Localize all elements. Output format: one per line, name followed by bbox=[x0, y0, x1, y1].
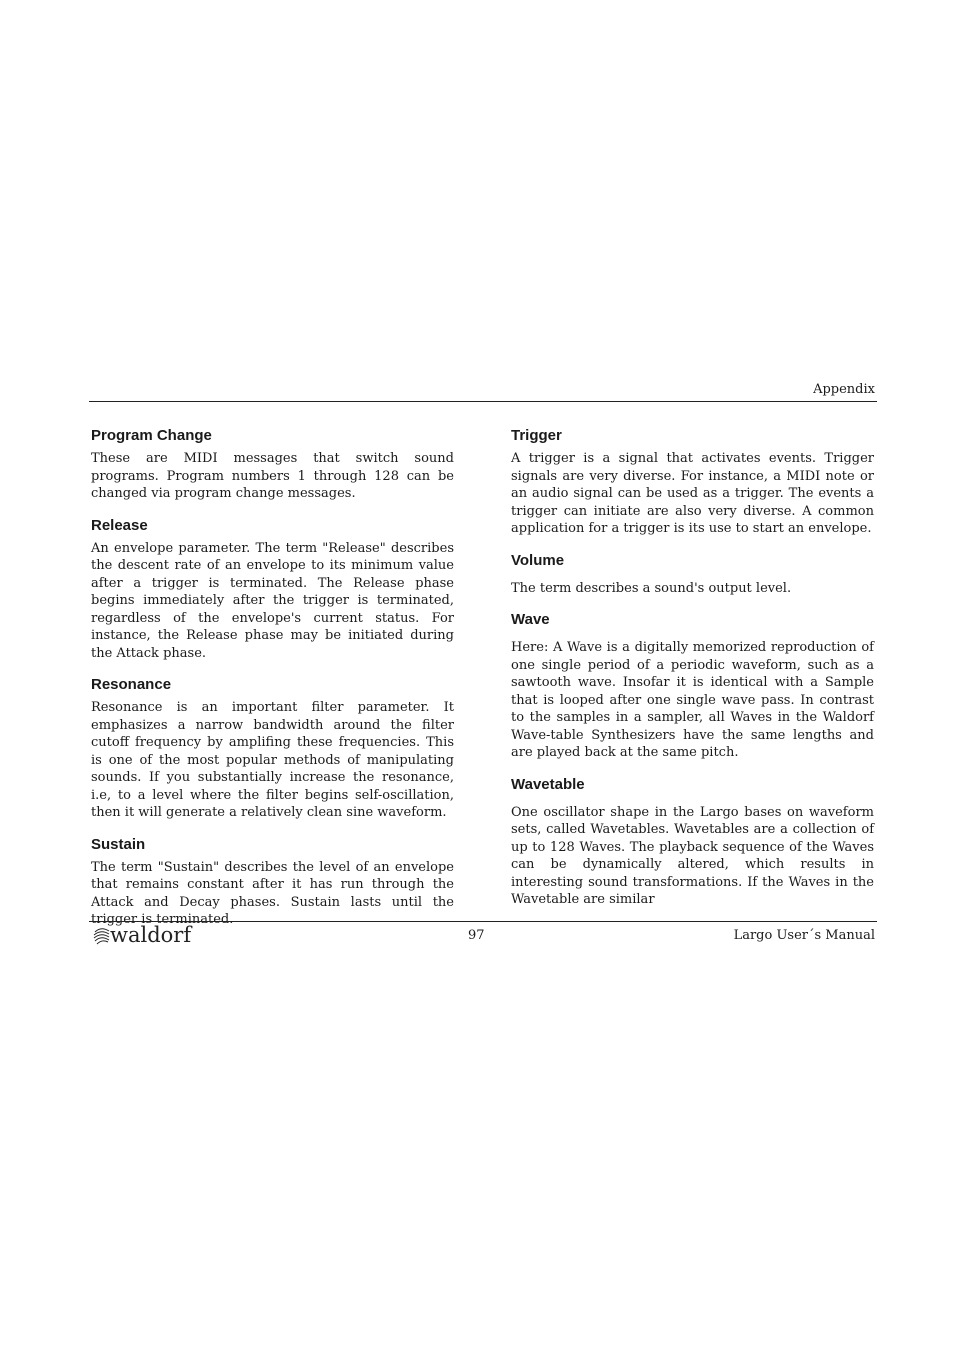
entry-title: Release bbox=[91, 516, 148, 534]
glossary-entry-wave bbox=[511, 611, 874, 762]
entry-body: An envelope parameter. The term "Release" describes the descent rate of an envelope to its minimum value after a trigger is terminated. The Release phase begins immediately after the trigger is terminated, regardless of the envelope's current status. For instance, the Release phase may be initiated during the Attack phase. bbox=[91, 540, 454, 661]
page-number: 97 bbox=[468, 928, 485, 943]
entry-body: A trigger is a signal that activates events. Trigger signals are very diverse. For instance, a MIDI note or an audio signal can be used as a trigger. The events a trigger can initiate are also very diverse. A common application for a trigger is its use to start an envelope. bbox=[511, 451, 874, 536]
glossary-entry-trigger bbox=[511, 427, 874, 538]
entry-body: Here: A Wave is a digitally memorized reproduction of one single period of a periodic waveform, such as a sawtooth wave. Insofar it is identical with a Sample that is looped after one single wave pass. In contrast to the samples in a sampler, all Waves in the Waldorf Wave-table Synthesizers have the same lengths and are played back at the same pitch. bbox=[511, 640, 874, 760]
entry-body: The term describes a sound's output level. bbox=[511, 580, 792, 596]
entry-title: Trigger bbox=[511, 427, 562, 444]
header-rule bbox=[89, 401, 877, 402]
right-column bbox=[511, 427, 874, 923]
entry-title: Wave bbox=[511, 611, 550, 628]
entry-body: Resonance is an important filter parameter. It emphasizes a narrow bandwidth around the filter cutoff frequency by amplifing these frequencies. This is one of the most popular methods of manipulating sounds. If you substantially increase the resonance, i.e, to a level where the filter begins self-oscillation, then it will generate a relatively clean sine waveform. bbox=[91, 700, 454, 820]
logo-wordmark: waldorf bbox=[110, 923, 192, 947]
manual-title: Largo User´s Manual bbox=[733, 928, 875, 943]
entry-title: Program Change bbox=[91, 427, 212, 444]
glossary-entry-volume bbox=[511, 552, 874, 598]
entry-title: Wavetable bbox=[511, 775, 585, 793]
glossary-entry-program-change bbox=[91, 427, 454, 503]
entry-title: Resonance bbox=[91, 676, 172, 693]
entry-body: The term "Sustain" describes the level of an envelope that remains constant after it has run through the Attack and Decay phases. Sustain lasts until the trigger is terminated. bbox=[91, 859, 454, 927]
glossary-entry-release bbox=[91, 517, 454, 663]
footer-rule bbox=[89, 921, 877, 922]
entry-body: One oscillator shape in the Largo bases on waveform sets, called Wavetables. Wavetables are a collection of up to 128 Waves. The playback sequence of the Waves can be dynamically altered, which results in interesting sound transformations. If the Waves in the Wavetable are similar bbox=[511, 804, 874, 907]
glossary-entry-resonance bbox=[91, 676, 454, 822]
running-header: Appendix bbox=[813, 382, 875, 397]
left-column bbox=[91, 427, 454, 943]
glossary-entry-sustain bbox=[91, 836, 454, 929]
entry-title: Volume bbox=[511, 551, 565, 569]
glossary-entry-wavetable bbox=[511, 776, 874, 909]
entry-title: Sustain bbox=[91, 835, 146, 853]
waldorf-logo bbox=[92, 922, 204, 948]
entry-body: These are MIDI messages that switch sound programs. Program numbers 1 through 128 can be changed via program change messages. bbox=[91, 451, 454, 501]
